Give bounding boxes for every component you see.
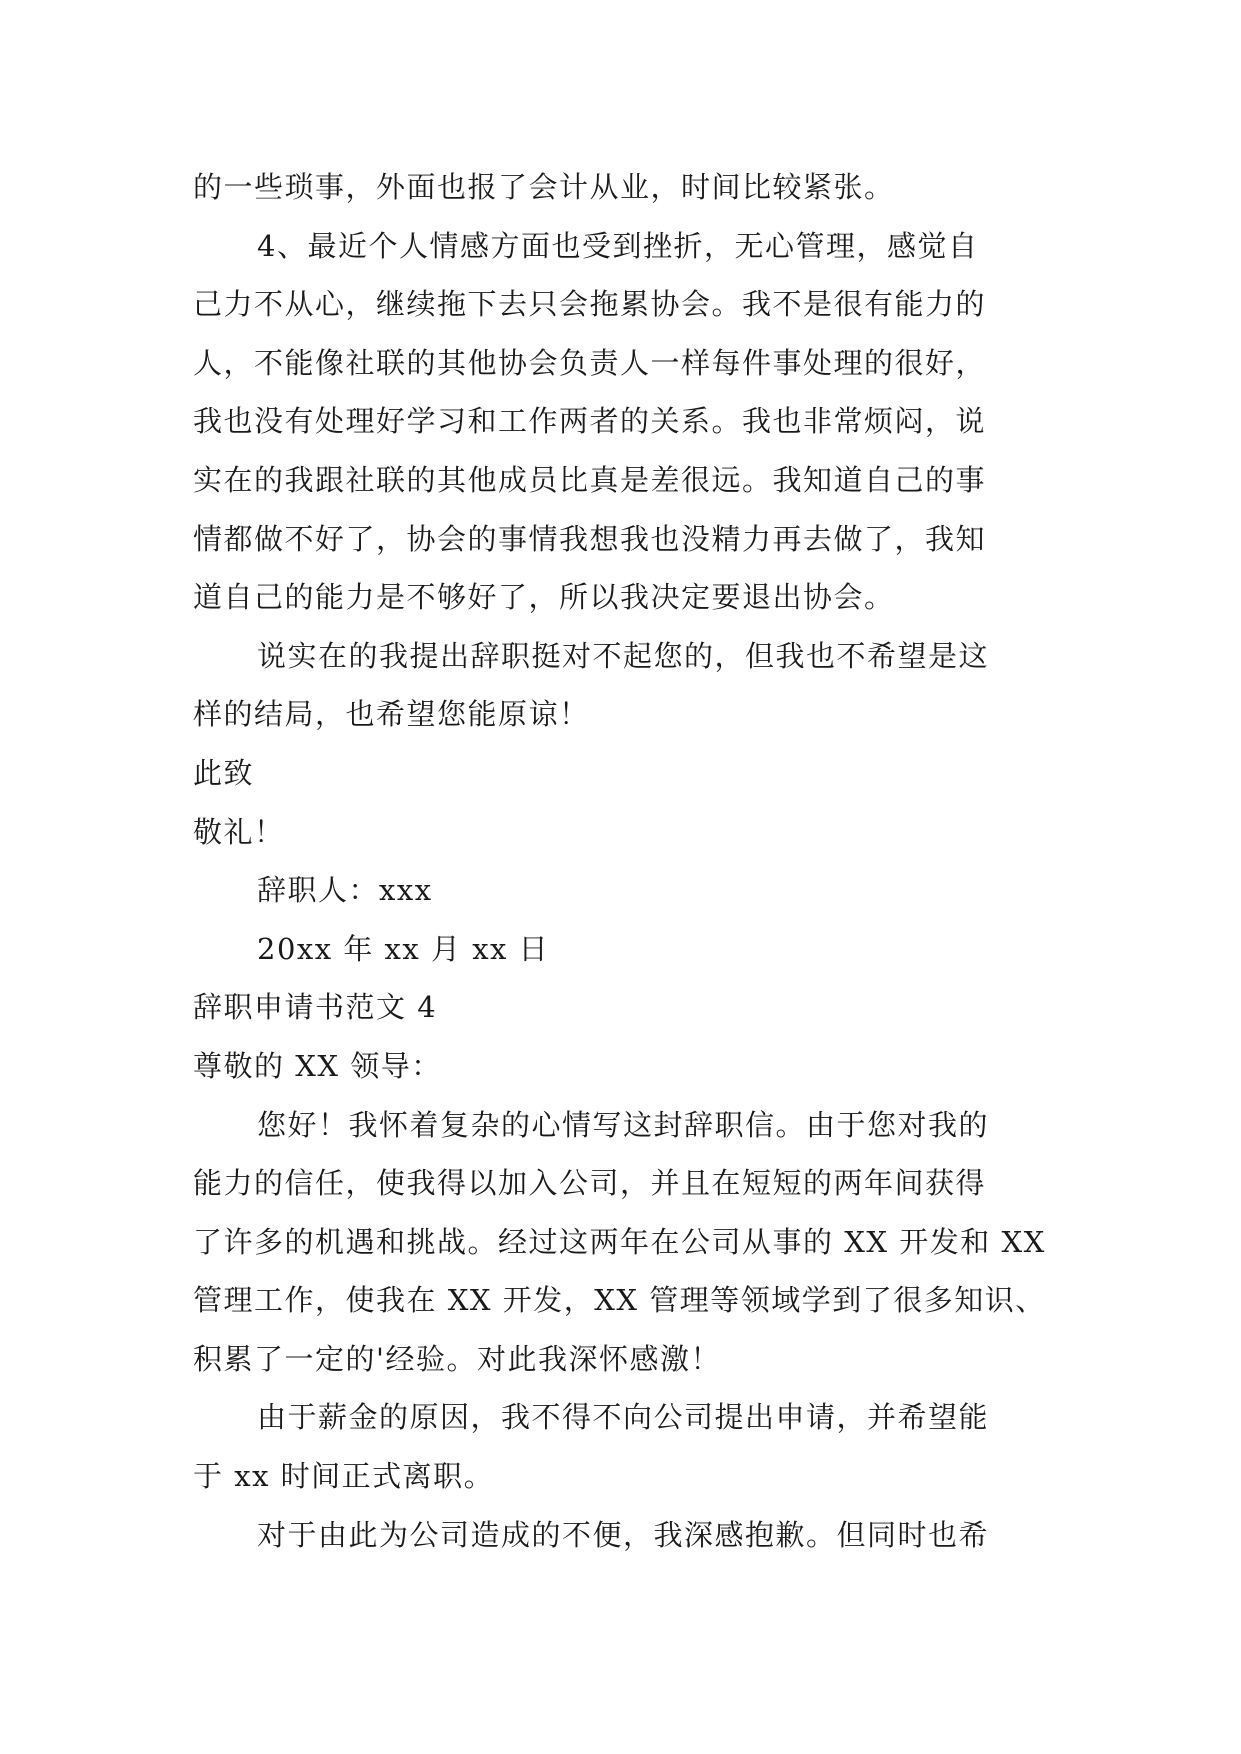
text-line: 的一些琐事，外面也报了会计从业，时间比较紧张。 xyxy=(193,170,895,204)
text-line: 积累了一定的'经验。对此我深怀感激！ xyxy=(193,1341,721,1376)
document-body xyxy=(193,158,1053,1564)
text-line: 对于由此为公司造成的不便，我深感抱歉。但同时也希 xyxy=(257,1517,990,1552)
text-line: 您好！我怀着复杂的心情写这封辞职信。由于您对我的 xyxy=(257,1107,990,1142)
signature-date: 20xx 年 xx 月 xx 日 xyxy=(257,931,550,966)
letter-greeting: 尊敬的 XX 领导： xyxy=(193,1048,442,1083)
text-line: 管理工作，使我在 XX 开发，XX 管理等领域学到了很多知识、 xyxy=(193,1283,1046,1318)
text-line: 情都做不好了，协会的事情我想我也没精力再去做了，我知 xyxy=(193,521,987,556)
text-line: 于 xx 时间正式离职。 xyxy=(193,1459,495,1494)
signature-name: 辞职人：xxx xyxy=(257,873,433,908)
closing-salutation: 此致 xyxy=(193,755,255,790)
text-line: 能力的信任，使我得以加入公司，并且在短短的两年间获得 xyxy=(193,1166,987,1201)
text-line: 了许多的机遇和挑战。经过这两年在公司从事的 XX 开发和 XX xyxy=(193,1224,1046,1259)
text-line: 由于薪金的原因，我不得不向公司提出申请，并希望能 xyxy=(257,1400,990,1435)
text-line: 道自己的能力是不够好了，所以我决定要退出协会。 xyxy=(193,580,895,615)
text-line: 说实在的我提出辞职挺对不起您的，但我也不希望是这 xyxy=(257,638,990,673)
text-line: 我也没有处理好学习和工作两者的关系。我也非常烦闷，说 xyxy=(193,404,987,439)
text-line: 己力不从心，继续拖下去只会拖累协会。我不是很有能力的 xyxy=(193,287,987,322)
text-line: 样的结局，也希望您能原谅！ xyxy=(193,697,590,732)
text-line: 4、最近个人情感方面也受到挫折，无心管理，感觉自 xyxy=(257,228,979,263)
text-line: 人，不能像社联的其他协会负责人一样每件事处理的很好， xyxy=(193,345,987,380)
text-line: 实在的我跟社联的其他成员比真是差很远。我知道自己的事 xyxy=(193,462,987,497)
section-heading: 辞职申请书范文 4 xyxy=(193,990,438,1025)
closing-regards: 敬礼！ xyxy=(193,814,285,849)
